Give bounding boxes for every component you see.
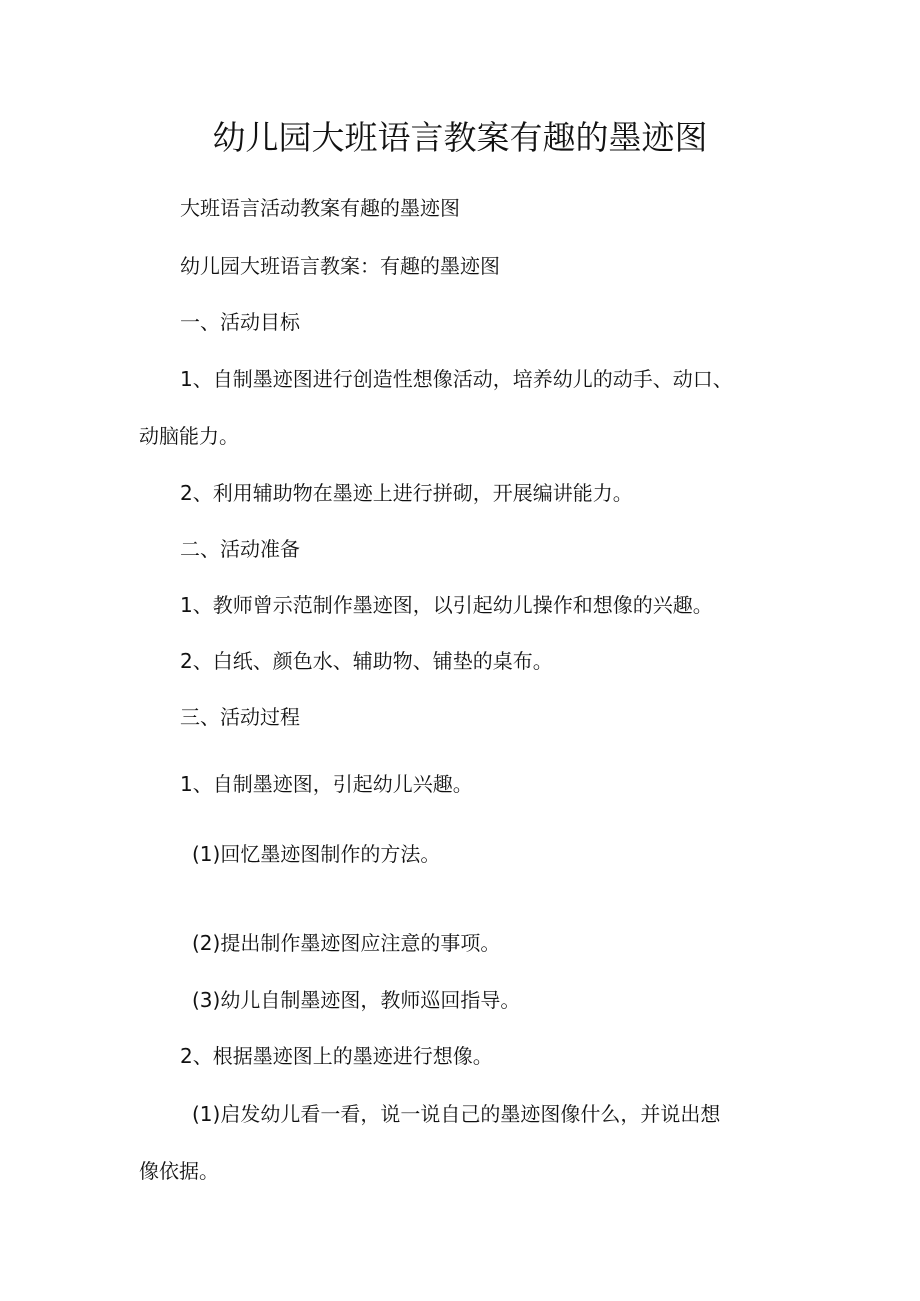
sub-item-line: (3)幼儿自制墨迹图，教师巡回指导。 xyxy=(192,988,521,1012)
paragraph-line-continued: 像依据。 xyxy=(139,1159,219,1183)
section-heading-preparation: 二、活动准备 xyxy=(180,537,300,561)
document-title: 幼儿园大班语言教案有趣的墨迹图 xyxy=(212,118,708,157)
paragraph-line: 1、自制墨迹图进行创造性想像活动，培养幼儿的动手、动口、 xyxy=(180,367,733,391)
sub-item-line: (1)回忆墨迹图制作的方法。 xyxy=(192,842,441,866)
sub-item-line: (1)启发幼儿看一看，说一说自己的墨迹图像什么，并说出想 xyxy=(192,1102,721,1126)
sub-item-line: (2)提出制作墨迹图应注意的事项。 xyxy=(192,931,501,955)
section-heading-goals: 一、活动目标 xyxy=(180,310,300,334)
subtitle-line: 大班语言活动教案有趣的墨迹图 xyxy=(180,196,460,220)
section-heading-process: 三、活动过程 xyxy=(180,705,300,729)
paragraph-line: 1、自制墨迹图，引起幼儿兴趣。 xyxy=(180,772,473,796)
subtitle-line-2: 幼儿园大班语言教案：有趣的墨迹图 xyxy=(180,254,500,278)
paragraph-line: 2、白纸、颜色水、辅助物、铺垫的桌布。 xyxy=(180,649,553,673)
paragraph-line-continued: 动脑能力。 xyxy=(139,424,239,448)
paragraph-line: 1、教师曾示范制作墨迹图，以引起幼儿操作和想像的兴趣。 xyxy=(180,593,713,617)
paragraph-line: 2、利用辅助物在墨迹上进行拼砌，开展编讲能力。 xyxy=(180,481,633,505)
paragraph-line: 2、根据墨迹图上的墨迹进行想像。 xyxy=(180,1044,493,1068)
